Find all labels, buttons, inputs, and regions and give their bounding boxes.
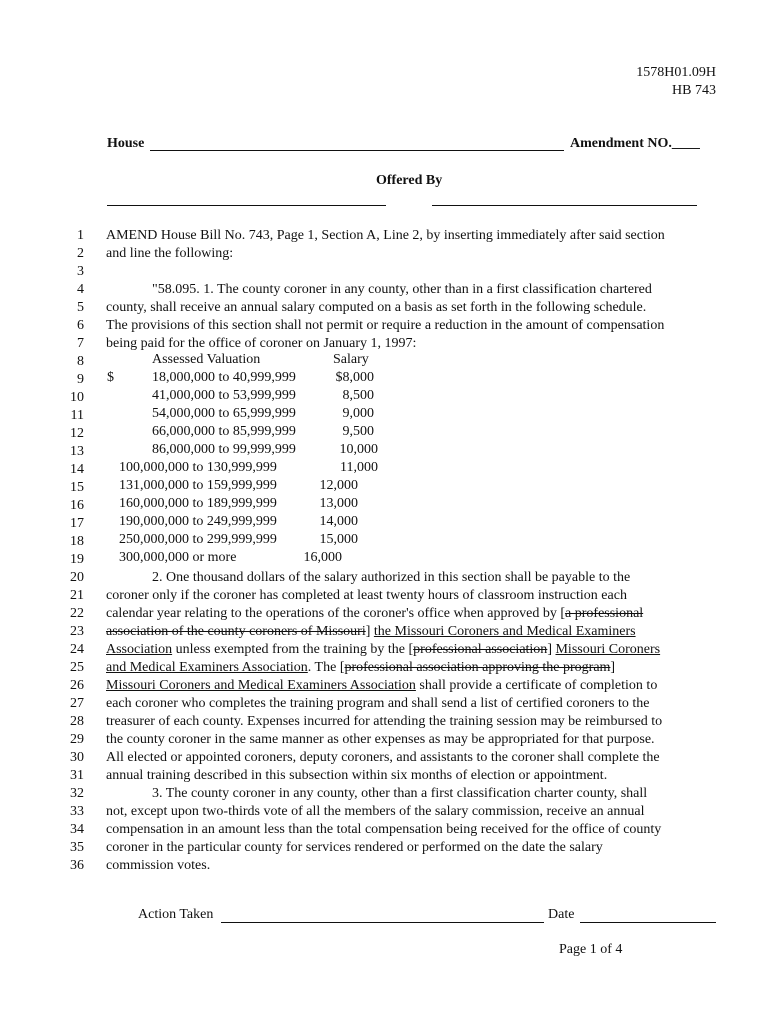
line-text [106,839,603,857]
line-text [106,731,655,749]
line-number: 21 [70,588,84,603]
line-text [106,659,615,677]
date-label: Date [548,907,575,922]
text-line [38,371,728,389]
text-line [38,659,728,677]
text-line [38,569,728,587]
text-line [38,227,728,245]
salary-cell: 12,000 [319,478,358,493]
line-number: 11 [70,408,84,423]
page-number: Page 1 of 4 [559,942,623,957]
text-line [38,857,728,875]
valuation-range-cell: 160,000,000 to 189,999,999 [119,496,277,511]
offered-by-rule-right [432,205,697,206]
line-number: 24 [70,642,84,657]
line-number: 22 [70,606,84,621]
house-label: House [107,136,145,151]
text-run: "58.095. 1. The county coroner in any county, other than in a first classification chartered [152,282,652,297]
text-run: 3. The county coroner in any county, other than a first classification charter county, shall [152,786,648,801]
line-number: 25 [70,660,84,675]
house-blank-rule [150,150,564,151]
salary-cell: 9,500 [342,424,374,439]
text-run: compensation in an amount less than the total compensation being received for the office of county [106,822,662,837]
text-line [38,335,728,353]
text-run: shall provide a certificate of completion to [415,678,658,693]
inserted-text: and Medical Examiners Association [106,660,308,675]
salary-column-header: Salary [333,352,369,367]
line-number: 15 [70,480,84,495]
line-number: 7 [77,336,84,351]
text-line [38,353,728,371]
line-number: 4 [77,282,84,297]
line-number: 13 [70,444,84,459]
text-line [38,443,728,461]
line-number: 16 [70,498,84,513]
salary-cell: 14,000 [319,514,358,529]
text-run: ] [547,642,556,657]
line-text [106,749,660,767]
line-text [106,587,627,605]
line-number: 8 [77,354,84,369]
valuation-range-cell: 250,000,000 to 299,999,999 [119,532,277,547]
line-number: 6 [77,318,84,333]
line-text [106,245,233,263]
text-line [38,263,728,281]
line-text [106,857,210,875]
line-text [106,623,636,641]
text-run: All elected or appointed coroners, deputy coroners, and assistants to the coroner shall complete the [106,750,660,765]
deleted-text: professional association [413,642,548,657]
line-number: 29 [70,732,84,747]
offered-by-label: Offered By [376,173,443,188]
line-number: 36 [70,858,84,873]
text-line [38,731,728,749]
text-run: ] [610,660,616,675]
line-text [106,605,643,623]
text-run: coroner only if the coroner has completed at least twenty hours of classroom instruction each [106,588,627,603]
valuation-range-cell: 66,000,000 to 85,999,999 [152,424,296,439]
line-number: 32 [70,786,84,801]
line-text [106,641,660,659]
text-line [38,839,728,857]
deleted-text: association of the county coroners of Missouri [106,624,366,639]
line-number: 28 [70,714,84,729]
salary-cell: 16,000 [303,550,342,565]
text-run: annual training described in this subsection within six months of election or appointment. [106,768,608,783]
inserted-text: the Missouri Coroners and Medical Examiners [373,624,636,639]
line-text [106,695,649,713]
inserted-text: Missouri Coroners and Medical Examiners Association [106,678,416,693]
text-line [38,245,728,263]
line-number: 1 [77,228,84,243]
text-run: and line the following: [106,246,234,261]
text-line [38,785,728,803]
text-line [38,803,728,821]
line-number: 12 [70,426,84,441]
line-number: 17 [70,516,84,531]
line-number: 27 [70,696,84,711]
inserted-text: Association [106,642,173,657]
text-run: unless exempted from the training by the [172,642,409,657]
text-run: treasurer of each county. Expenses incurred for attending the training session may be reimbursed to [106,714,663,729]
text-line [38,749,728,767]
line-number: 26 [70,678,84,693]
line-text [106,785,647,803]
text-line [38,641,728,659]
text-run: coroner in the particular county for services rendered or performed on the date the salary [106,840,603,855]
valuation-range-cell: 41,000,000 to 53,999,999 [152,388,296,403]
line-number: 35 [70,840,84,855]
action-taken-label: Action Taken [138,907,214,922]
text-run: 2. One thousand dollars of the salary authorized in this section shall be payable to the [152,570,631,585]
text-run: calendar year relating to the operations of the coroner's office when approved by [106,606,561,621]
text-run: not, except upon two-thirds vote of all the members of the salary commission, receive an annual [106,804,645,819]
text-line [38,623,728,641]
line-text [106,281,652,299]
text-line [38,389,728,407]
text-line [38,713,728,731]
line-number: 19 [70,552,84,567]
text-run: ] [365,624,374,639]
line-text [106,569,630,587]
text-line [38,407,728,425]
line-number: 9 [77,372,84,387]
text-line [38,695,728,713]
line-text [106,227,665,245]
salary-cell: 15,000 [319,532,358,547]
date-rule [580,922,716,923]
line-number: 5 [77,300,84,315]
text-line [38,767,728,785]
line-text [106,317,664,335]
text-line [38,299,728,317]
document-id: 1578H01.09H [636,65,716,80]
text-line [38,677,728,695]
text-line [38,281,728,299]
salary-cell: $8,000 [335,370,374,385]
text-run: The provisions of this section shall not permit or require a reduction in the amount of compensation [106,318,665,333]
line-number: 3 [77,264,84,279]
text-line [38,821,728,839]
amendment-number-label: Amendment NO.____ [570,136,700,151]
line-number: 20 [70,570,84,585]
salary-cell: 11,000 [340,460,378,475]
text-run: county, shall receive an annual salary computed on a basis as set forth in the following schedule. [106,300,647,315]
valuation-range-cell: 54,000,000 to 65,999,999 [152,406,296,421]
line-text [106,713,662,731]
line-number: 23 [70,624,84,639]
line-number: 14 [70,462,84,477]
line-number: 30 [70,750,84,765]
line-number: 2 [77,246,84,261]
line-number: 31 [70,768,84,783]
offered-by-rule-left [107,205,386,206]
valuation-range-cell: 300,000,000 or more [119,550,237,565]
salary-cell: 13,000 [319,496,358,511]
valuation-range-cell: 100,000,000 to 130,999,999 [119,460,277,475]
line-text [106,299,646,317]
text-run: being paid for the office of coroner on January 1, 1997: [106,336,417,351]
line-number: 18 [70,534,84,549]
line-number: 33 [70,804,84,819]
text-run: AMEND House Bill No. 743, Page 1, Section A, Line 2, by inserting immediately after said section [106,228,665,243]
deleted-text: a professional [565,606,644,621]
text-line [38,605,728,623]
inserted-text: Missouri Coroners [555,642,661,657]
text-run: the county coroner in the same manner as other expenses as may be appropriated for that purpose. [106,732,655,747]
text-line [38,587,728,605]
line-text [106,335,416,353]
text-line [38,317,728,335]
text-run: [ [408,642,414,657]
line-number: 10 [70,390,84,405]
text-run: each coroner who completes the training program and shall send a list of certified coroners to the [106,696,650,711]
text-run: commission votes. [106,858,211,873]
text-line [38,425,728,443]
valuation-range-cell: 190,000,000 to 249,999,999 [119,514,277,529]
salary-cell: 9,000 [342,406,374,421]
line-text [106,821,661,839]
salary-cell: 8,500 [342,388,374,403]
currency-symbol: $ [107,370,114,385]
text-run: . The [307,660,340,675]
line-number: 34 [70,822,84,837]
line-text [106,803,644,821]
text-run: [ [339,660,345,675]
deleted-text: professional association approving the program [344,660,611,675]
valuation-range-cell: 131,000,000 to 159,999,999 [119,478,277,493]
text-run: [ [560,606,566,621]
line-text [106,677,657,695]
valuation-range-cell: 86,000,000 to 99,999,999 [152,442,296,457]
valuation-range-cell: 18,000,000 to 40,999,999 [152,370,296,385]
salary-cell: 10,000 [339,442,378,457]
valuation-column-header: Assessed Valuation [152,352,261,367]
bill-number: HB 743 [672,83,716,98]
line-text [106,767,607,785]
action-taken-rule [221,922,544,923]
